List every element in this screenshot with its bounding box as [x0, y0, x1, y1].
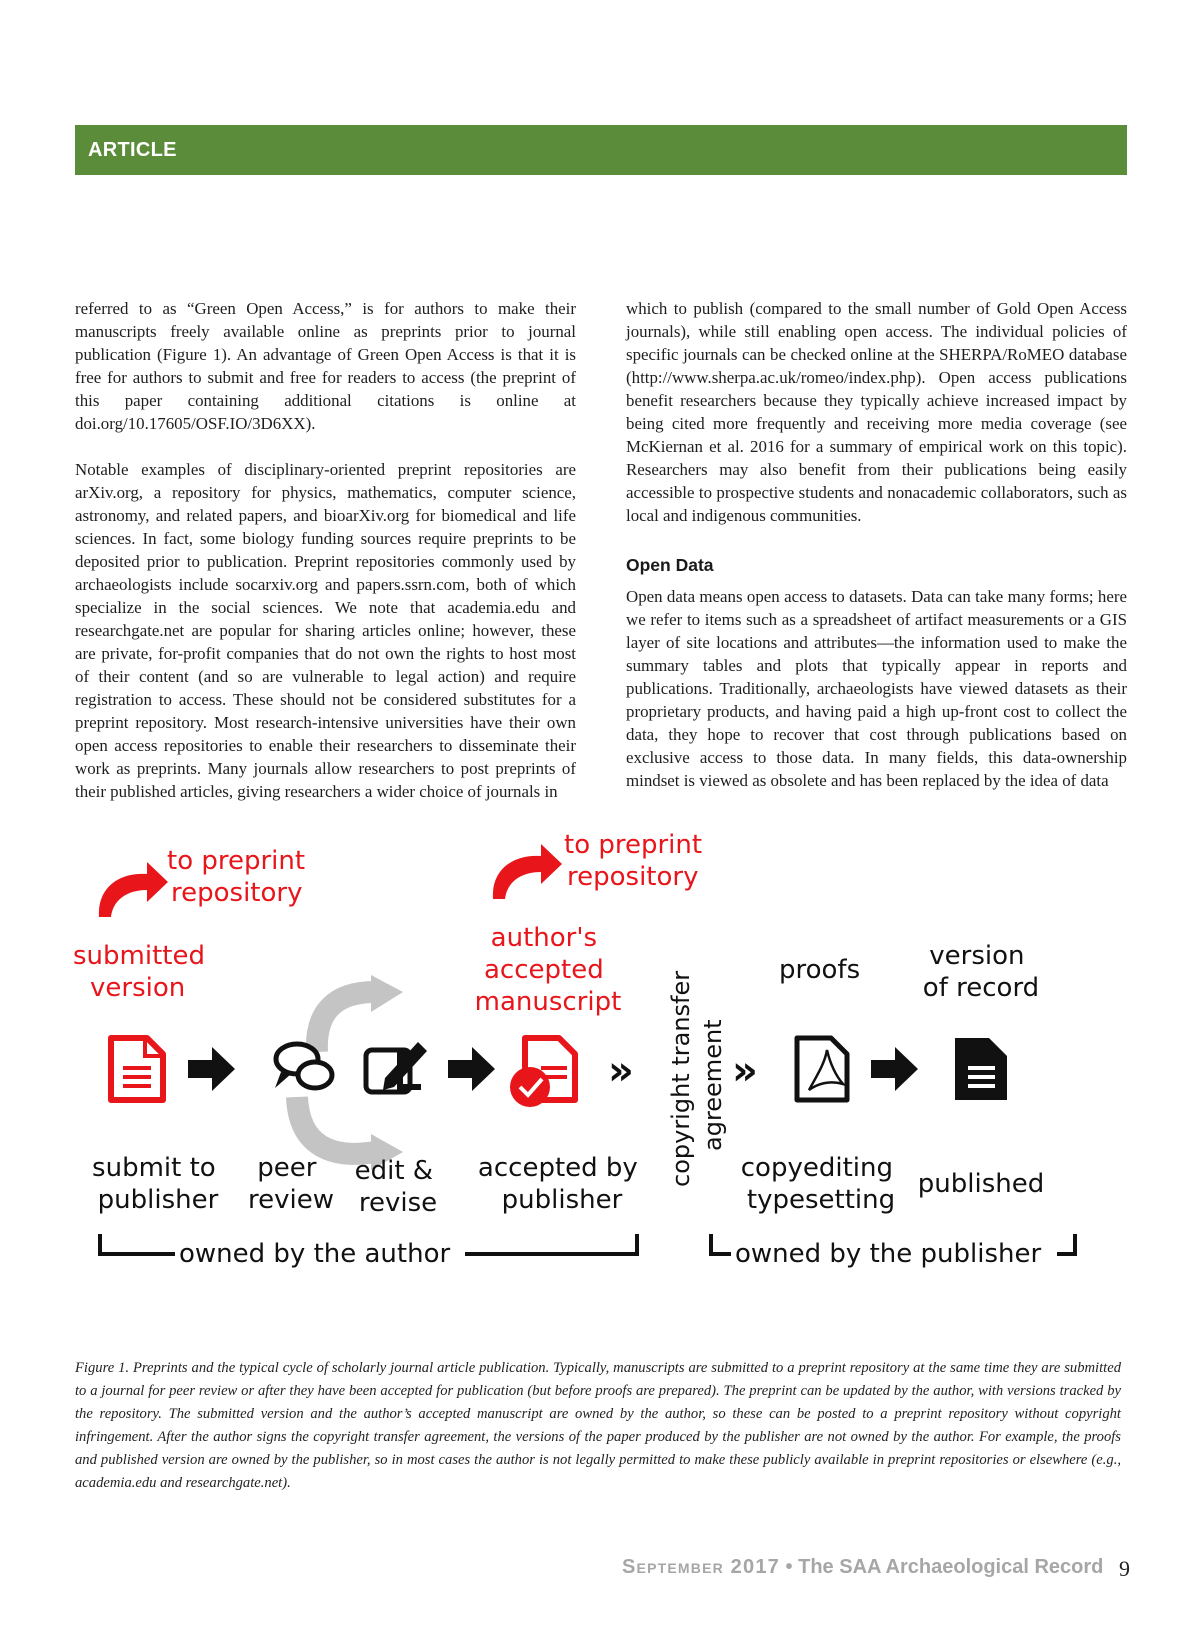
chevron-double-icon: » — [732, 1048, 758, 1094]
curved-arrow-icon — [99, 862, 168, 917]
figure-label-copyediting: copyediting typesetting — [740, 1153, 896, 1215]
paragraph: Open data means open access to datasets. Data can take many forms; here we refer to items such as a spreadsheet of artifact measurements or a GIS layer of site locations and attributes—the information used to make the summary tables and plots that typically appear in reports and publications. Traditionally, archaeologists have viewed datasets as their proprietary products, and having paid a high up-front cost to collect the data, they hope to recover that cost through publications based on exclusive access to those data. In many fields, this data-ownership mindset is viewed as obsolete and has been replaced by the idea of data — [626, 587, 1127, 790]
figure-label-accepted-by: accepted by publisher — [477, 1153, 638, 1215]
figure-label-submitted-version: submitted version — [73, 941, 205, 1003]
curved-arrow-icon — [493, 844, 562, 899]
owned-by-publisher-label: owned by the publisher — [735, 1239, 1042, 1269]
figure-label-to-repo: to preprint repository — [167, 846, 306, 908]
arrow-right-icon — [871, 1047, 918, 1091]
journal-title: The SAA Archaeological Record — [798, 1556, 1104, 1578]
article-section-banner — [75, 125, 1127, 175]
section-label: ARTICLE — [88, 139, 177, 161]
left-column — [75, 297, 576, 826]
published-document-icon — [955, 1038, 1007, 1100]
cycle-arrowhead-icon — [371, 975, 403, 1012]
figure-label-submit: submit to publisher — [92, 1153, 219, 1215]
document-outline-icon — [111, 1038, 163, 1100]
figure-diagram — [73, 830, 1127, 1327]
pdf-icon — [797, 1038, 847, 1100]
figure-label-edit-revise: edit & revise — [354, 1156, 438, 1218]
owned-by-author-label: owned by the author — [179, 1239, 451, 1269]
figure-label-proofs: proofs — [779, 955, 861, 985]
figure-label-copyright: copyright transfer agreement — [667, 970, 727, 1187]
figure-label-version-of-record: version of record — [922, 941, 1040, 1003]
figure-label-published: published — [917, 1169, 1045, 1199]
arrow-right-icon — [448, 1047, 495, 1091]
paragraph: referred to as “Green Open Access,” is for authors to make their manuscripts freely available online as preprints prior to journal publication (Figure 1). An advantage of Green Open Access is that it is free for authors to submit and free for readers to access (the preprint of this paper containing additional citations is online at doi.org/10.17605/OSF.IO/3D6XX). — [75, 299, 576, 433]
issue-date: September 2017 — [622, 1556, 780, 1578]
right-column — [626, 297, 1127, 815]
bubble-tail-icon — [275, 1072, 291, 1088]
figure-caption: Figure 1. Preprints and the typical cycle of scholarly journal article publication. Typically, manuscripts are submitted to a preprint repository at the same time they are submitted to a journal for peer review or after they have been accepted for publication (but before proofs are prepared). The preprint can be updated by the author, with versions tracked by the repository. The submitted version and the author’s accepted manuscript are owned by the author, so these can be posted to a preprint repository without copyright infringement. After the author signs the copyright transfer agreement, the versions of the paper produced by the publisher are not owned by the author. For example, the proofs and published version are owned by the publisher, so in most cases the author is not legally permitted to make these publicly available in preprint repositories or elsewhere (e.g., academia.edu and researchgate.net). — [75, 1360, 1121, 1491]
accepted-document-icon — [510, 1038, 575, 1107]
chevron-double-icon: » — [608, 1048, 634, 1094]
section-heading: Open Data — [626, 555, 714, 575]
edit-icon — [366, 1042, 427, 1092]
footer-bullet: • — [785, 1556, 793, 1578]
arrow-right-icon — [188, 1047, 235, 1091]
figure-label-to-repo: to preprint repository — [564, 830, 703, 892]
publication-cycle-figure — [73, 830, 1127, 1327]
figure-label-peer-review: peer review — [248, 1153, 334, 1215]
paragraph: which to publish (compared to the small number of Gold Open Access journals), while still enabling open access. The individual policies of specific journals can be checked online at the SHERPA/RoMEO database (http://www.sherpa.ac.uk/romeo/index.php). Open access publications benefit researchers because they typically achieve increased impact by being cited more frequently and receiving more media coverage (see McKiernan et al. 2016 for a summary of empirical work on this topic). Researchers may also benefit from their publications being easily accessible to prospective students and nonacademic collaborators, such as local and indigenous communities. — [626, 299, 1127, 525]
page-number: 9 — [1119, 1556, 1130, 1581]
paragraph: Notable examples of disciplinary-oriented preprint repositories are arXiv.org, a repository for physics, mathematics, computer science, astronomy, and related papers, and bioarXiv.org for biomedical and life sciences. In fact, some biology funding sources require preprints to be deposited prior to publication. Preprint repositories commonly used by archaeologists include socarxiv.org and papers.ssrn.com, both of which specialize in the social sciences. We note that academia.edu and researchgate.net are popular for sharing articles online; however, these are private, for-profit companies that do not own the rights to host most of their content (and so are vulnerable to legal action) and require registration to access. These should not be considered substitutes for a preprint repository. Most research-intensive universities have their own open access repositories to enable their researchers to disseminate their work as preprints. Many journals allow researchers to post preprints of their published articles, giving researchers a wider choice of journals in — [75, 460, 576, 801]
running-footer — [622, 1553, 1104, 1581]
figure-label-authors-accepted: author's accepted manuscript — [474, 923, 622, 1017]
